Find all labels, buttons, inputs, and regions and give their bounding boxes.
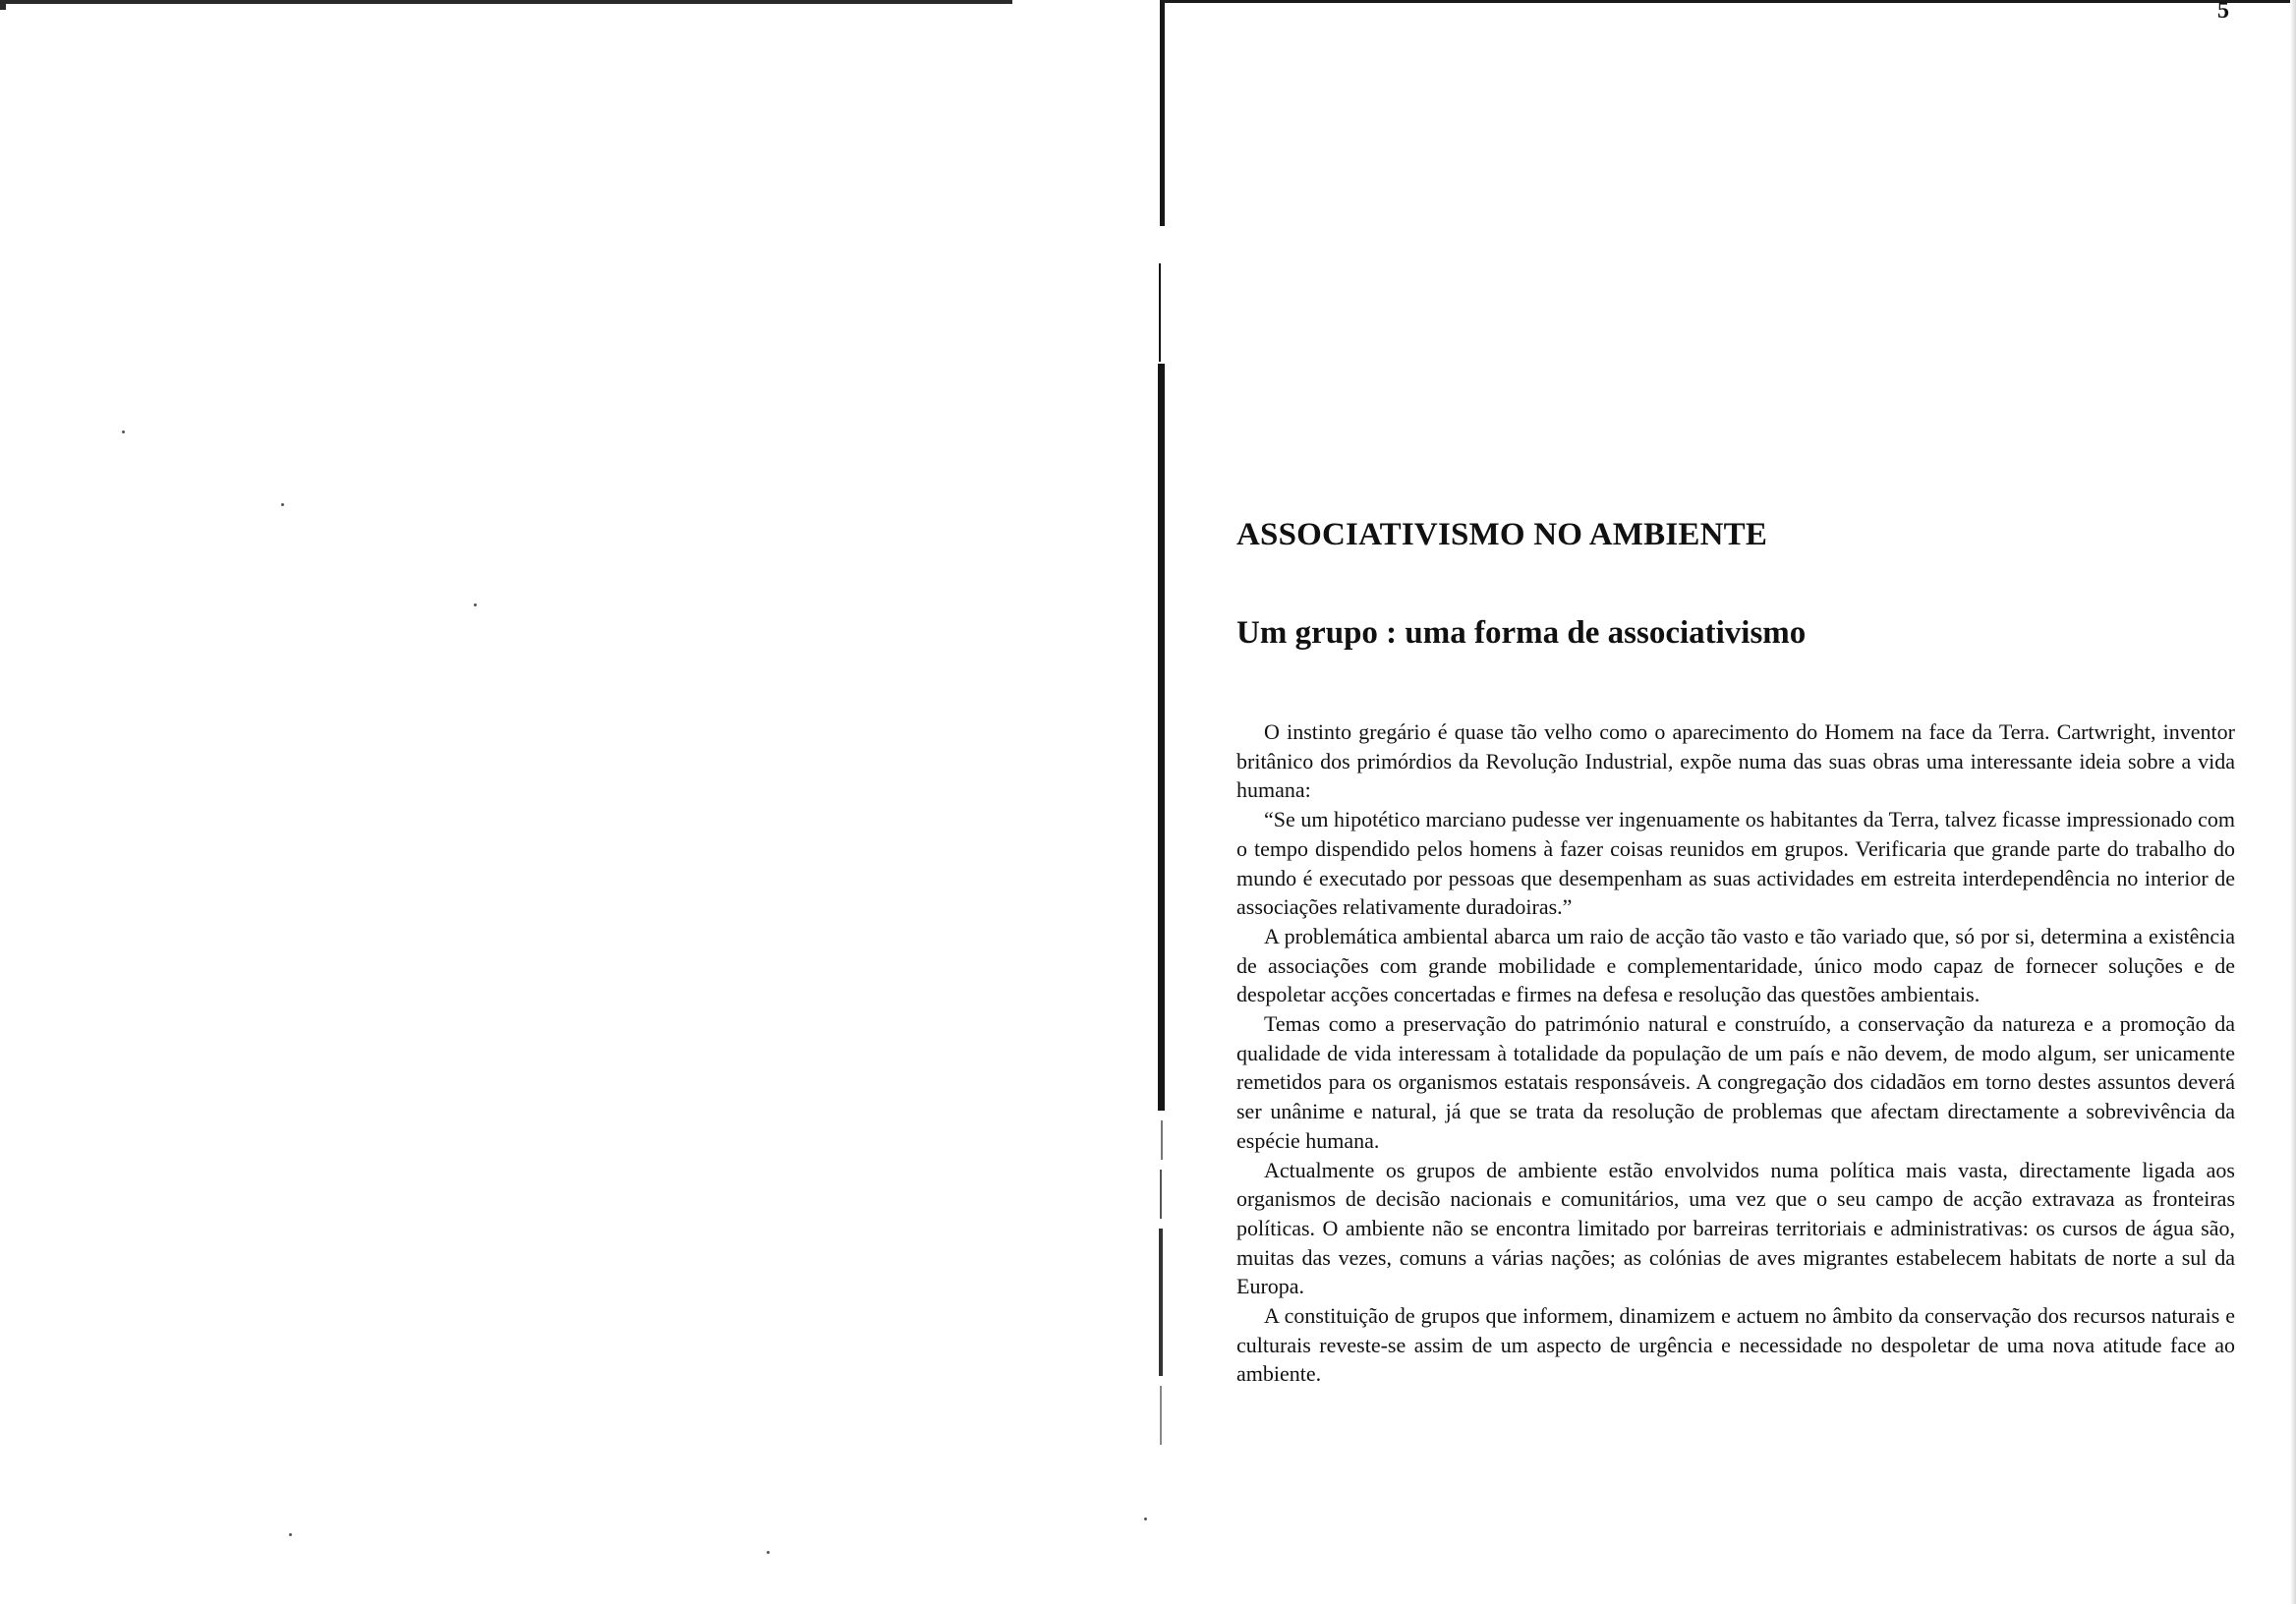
body-text bbox=[1236, 717, 2235, 1389]
left-page-corner-mark bbox=[0, 0, 6, 10]
page-number: 5 bbox=[2217, 0, 2229, 24]
page-content bbox=[1236, 513, 2235, 1389]
scan-speck bbox=[122, 430, 125, 433]
scan-speck bbox=[281, 503, 284, 506]
paragraph: “Se um hipotético marciano pudesse ver ingenuamente os habitantes da Terra, talvez ficasse impressionado com o tempo dispendido pelos homens à fazer coisas reunidos em grupos. Verificaria que grande parte do trabalho do mundo é executado por pessoas que desempenham as suas actividades em estreita interdependência no interior de associações relativamente duradoiras.” bbox=[1236, 807, 2235, 920]
paragraph: A problemática ambiental abarca um raio de acção tão vasto e tão variado que, só por si, determina a existência de associações com grande mobilidade e complementaridade, único modo capaz de fornecer soluções e de despoletar acções concertadas e firmes na defesa e resolução das questões ambientais. bbox=[1236, 923, 2235, 1007]
scan-speck bbox=[767, 1551, 770, 1554]
scan-speck bbox=[289, 1533, 292, 1536]
paragraph: Actualmente os grupos de ambiente estão envolvidos numa política mais vasta, directamente ligada aos organismos de decisão nacionais e comunitários, uma vez que o seu campo de acção extravaza as fronteiras políticas. O ambiente não se encontra limitado por barreiras territoriais e administrativas: os cursos de água são, muitas das vezes, comuns a várias nações; as colónias de aves migrantes estabelecem habitats de norte a sul da Europa. bbox=[1236, 1157, 2235, 1299]
right-page-edge-shadow bbox=[2290, 0, 2296, 1604]
paragraph: O instinto gregário é quase tão velho como o aparecimento do Homem na face da Terra. Cartwright, inventor britânico dos primórdios da Revolução Industrial, expõe numa das suas obras uma interessante ideia sobre a vida humana: bbox=[1236, 719, 2235, 803]
scan-speck bbox=[474, 603, 477, 606]
chapter-title: ASSOCIATIVISMO NO AMBIENTE bbox=[1236, 517, 1768, 552]
book-gutter-shadow bbox=[1156, 0, 1170, 1604]
scan-speck bbox=[1144, 1518, 1147, 1520]
right-page-top-edge bbox=[1160, 0, 2296, 3]
paragraph: A constituição de grupos que informem, dinamizem e actuem no âmbito da conservação dos recursos naturais e culturais reveste-se assim de um aspecto de urgência e necessidade no despoletar de uma nova atitude face ao ambiente. bbox=[1236, 1303, 2235, 1387]
section-title: Um grupo : uma forma de associativismo bbox=[1236, 615, 1807, 651]
paragraph: Temas como a preservação do património natural e construído, a conservação da natureza e a promoção da qualidade de vida interessam à totalidade da população de um país e não devem, de modo algum, ser unicamente remetidos para os organismos estatais responsáveis. A congregação dos cidadãos em torno destes assuntos deverá ser unânime e natural, já que se trata da resolução de problemas que afectam directamente a sobrevivência da espécie humana. bbox=[1236, 1011, 2235, 1153]
left-page-top-edge bbox=[0, 0, 1012, 4]
